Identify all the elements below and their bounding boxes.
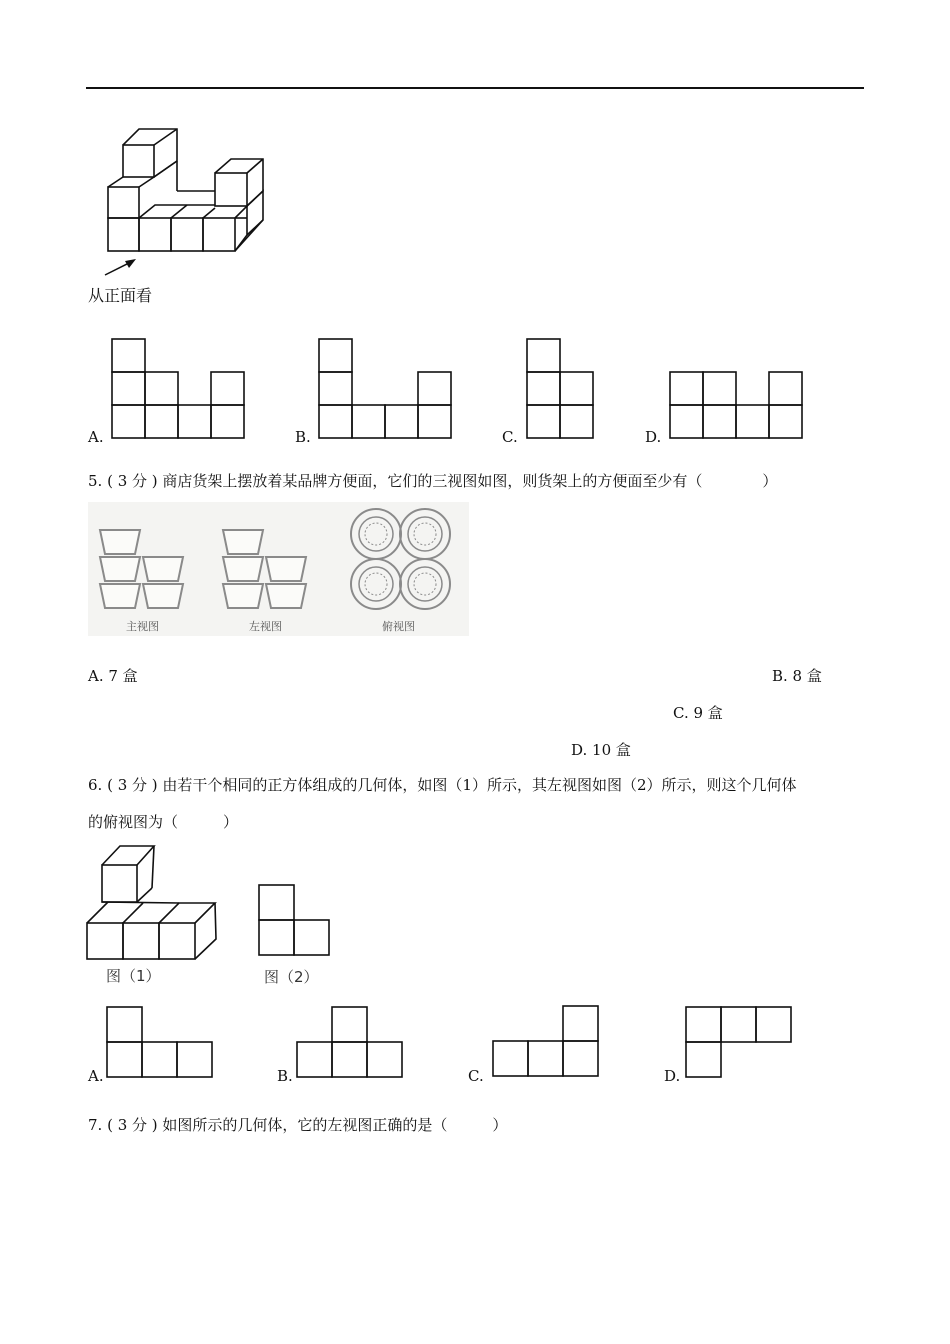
q5-option-a: A. 7 盒 (88, 667, 138, 685)
q4-option-d-figure (668, 370, 804, 441)
q4-option-c-letter: C. (502, 428, 518, 446)
q4-option-a-letter: A. (88, 428, 104, 446)
q5-question-text: 5. ( 3 分 ) 商店货架上摆放着某品牌方便面，它们的三视图如图，则货架上的方便面至少有（ ） (88, 472, 778, 490)
q4-option-b-letter: B. (295, 428, 311, 446)
q6-option-a-figure (105, 1005, 217, 1079)
q6-option-b-letter: B. (277, 1067, 293, 1085)
q5-option-c: C. 9 盒 (673, 704, 723, 722)
q5-left-view-label: 左视图 (249, 620, 282, 633)
q6-figure-2 (258, 884, 332, 958)
q6-question-line2: 的俯视图为（ ） (88, 813, 239, 831)
q4-figure-caption: 从正面看 (88, 286, 153, 305)
q6-figure-2-caption: 图（2） (264, 968, 319, 986)
q5-option-d: D. 10 盒 (571, 741, 631, 759)
q5-option-b: B. 8 盒 (772, 667, 822, 685)
q6-option-c-letter: C. (468, 1067, 484, 1085)
q7-question-text: 7. ( 3 分 ) 如图所示的几何体，它的左视图正确的是（ ） (88, 1116, 508, 1134)
q4-option-c-figure (525, 337, 597, 441)
q4-option-a-figure (110, 337, 246, 441)
q4-option-b-figure (317, 337, 453, 441)
q6-option-b-figure (295, 1005, 407, 1079)
q6-figure-1-caption: 图（1） (106, 967, 161, 985)
q6-question-line1: 6. ( 3 分 ) 由若干个相同的正方体组成的几何体，如图（1）所示，其左视图如图（2）所示，则这个几何体 (88, 776, 797, 794)
q5-three-views-figure (88, 502, 469, 636)
q6-option-c-figure (491, 1004, 603, 1078)
header-rule (86, 87, 864, 89)
q6-option-a-letter: A. (88, 1067, 104, 1085)
q4-solid-figure (105, 125, 270, 275)
q5-top-view-label: 俯视图 (382, 620, 415, 633)
q6-option-d-letter: D. (664, 1067, 681, 1085)
q4-option-d-letter: D. (645, 428, 662, 446)
q5-front-view-label: 主视图 (126, 620, 159, 633)
q6-option-d-figure (684, 1005, 796, 1079)
q6-figure-1 (86, 843, 220, 963)
